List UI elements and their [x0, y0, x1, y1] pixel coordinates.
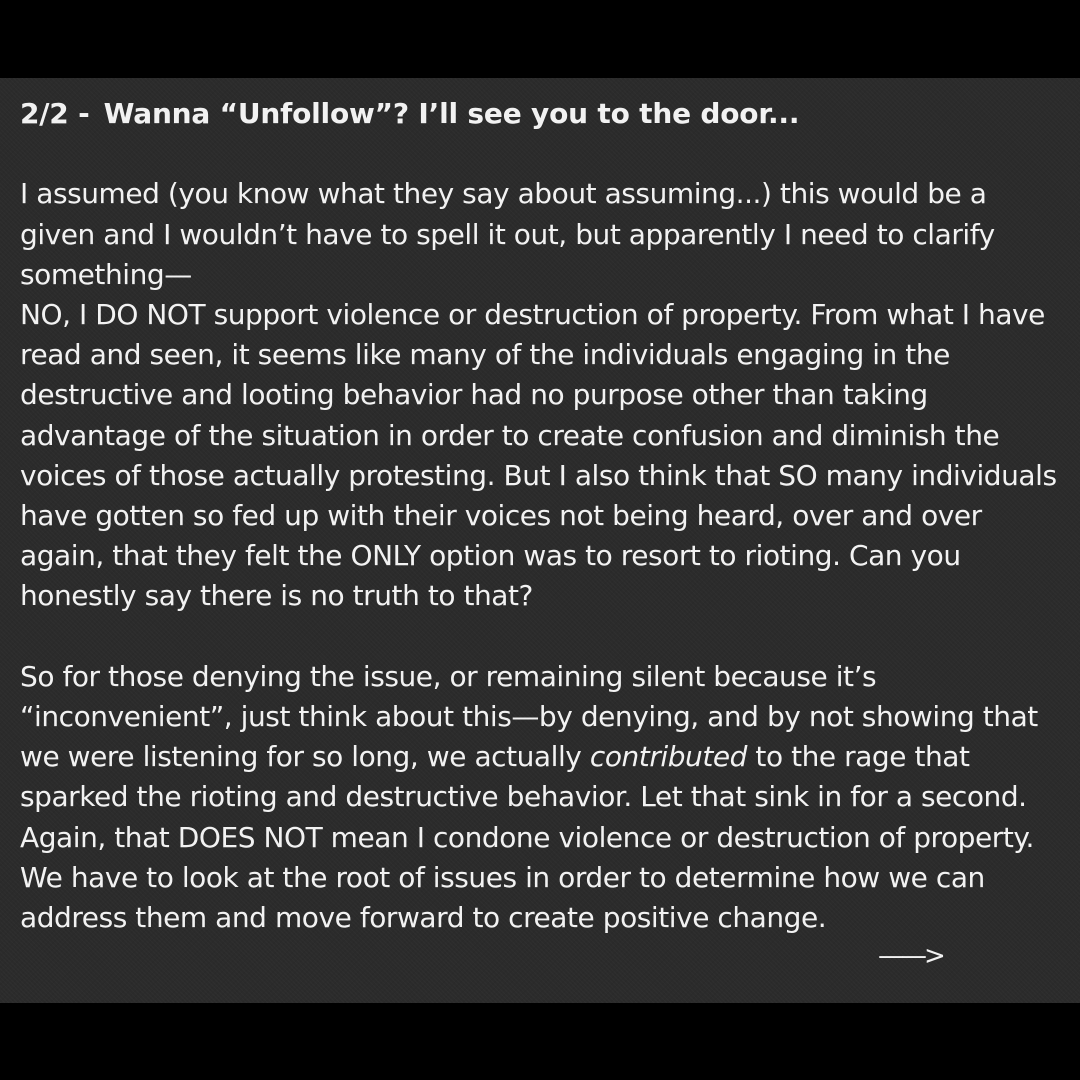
paragraph-1: I assumed (you know what they say about assuming...) this would be a given and I wouldn’t have to spell it out, but apparently I need to clarify something—	[20, 177, 995, 291]
blank-line	[20, 617, 1060, 657]
continue-arrow-icon: ——>	[878, 941, 943, 971]
paragraph-3-before: So for those denying the issue, or remaining silent because it’s “inconvenient”, just think about this—by denying, and by not showing that we were listening for so long, we actually	[20, 659, 1038, 774]
paragraph-3-emphasis: contributed	[589, 740, 747, 774]
paragraph-3-after: to the rage that sparked the rioting and destructive behavior. Let that sink in for a second. Again, that DOES NOT mean I condone violence or destruction of property. We have to look at the root of issues in order to determine how we can address them and move forward to create positive change.	[20, 740, 1034, 935]
note-title-text: Wanna “Unfollow”? I’ll see you to the door...	[103, 97, 800, 130]
blank-line	[20, 134, 1060, 174]
note-title	[20, 94, 1060, 134]
paragraph-2: NO, I DO NOT support violence or destruction of property. From what I have read and seen, it seems like many of the individuals engaging in the destructive and looting behavior had no purpose other than taking advantage of the situation in order to create confusion and diminish the voices of those actually protesting. But I also think that SO many individuals have gotten so fed up with their voices not being heard, over and over again, that they felt the ONLY option was to resort to rioting. Can you honestly say there is no truth to that?	[20, 298, 1057, 613]
note-title-prefix: 2/2 -	[20, 97, 90, 130]
note-panel	[0, 78, 1080, 1003]
paragraph-3	[20, 657, 1060, 938]
